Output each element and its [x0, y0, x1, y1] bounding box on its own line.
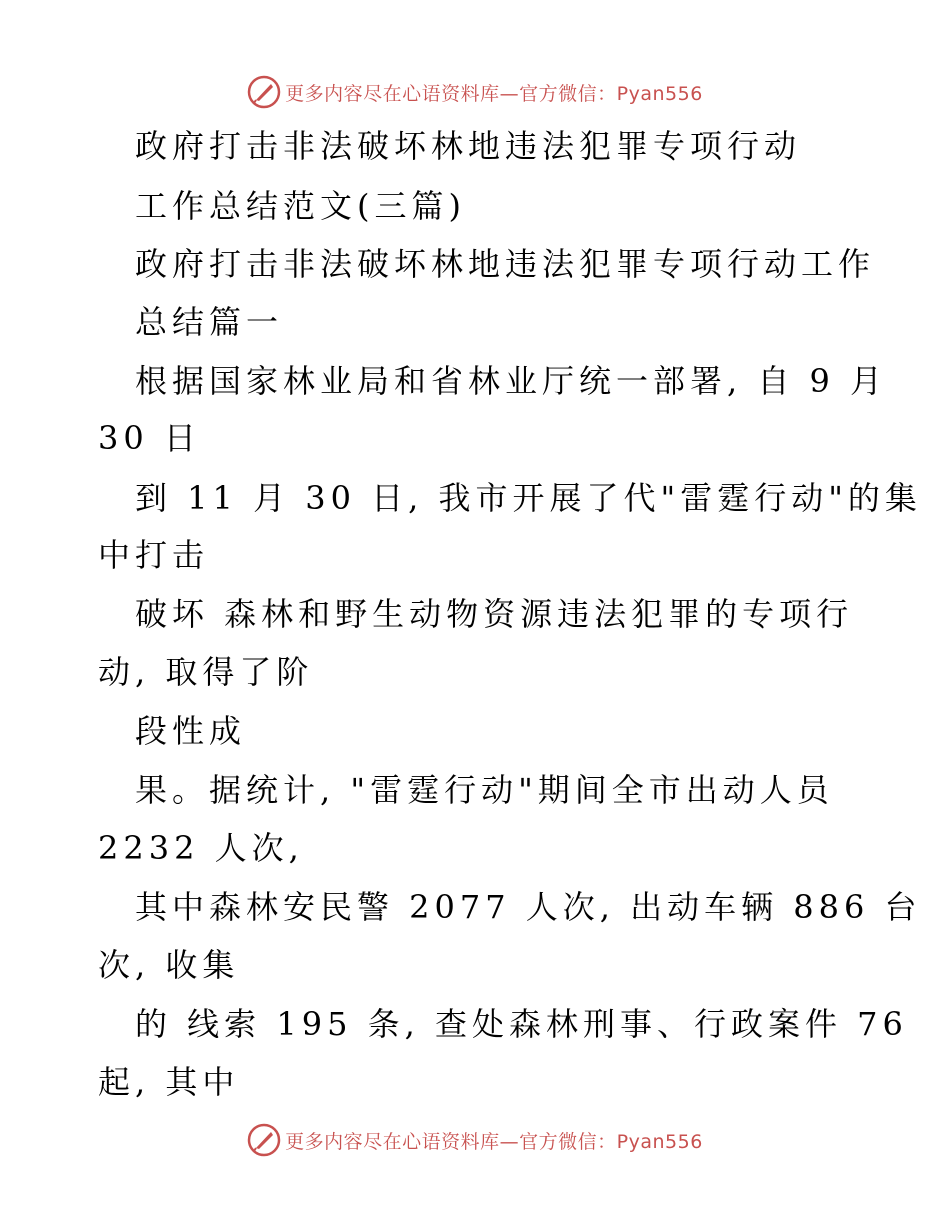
header-banner — [0, 72, 950, 112]
body-line: 起, 其中 — [98, 1063, 240, 1101]
body-line: 到 11 月 30 日, 我市开展了代"雷霆行动"的集 — [135, 479, 922, 517]
title-line-1: 政府打击非法破坏林地违法犯罪专项行动 — [135, 127, 802, 165]
body-line: 中打击 — [98, 536, 210, 574]
body-line: 其中森林安民警 2077 人次, 出动车辆 886 台 — [135, 888, 922, 926]
footer-banner — [0, 1120, 950, 1160]
title-line-2: 工作总结范文(三篇) — [135, 187, 466, 225]
body-line: 2232 人次, — [98, 829, 304, 867]
heading-line-1: 政府打击非法破坏林地违法犯罪专项行动工作 — [135, 245, 876, 283]
footer-text: 更多内容尽在心语资料库—官方微信：Pyan556 — [285, 1130, 703, 1153]
quill-logo-icon — [247, 1123, 281, 1157]
body-line: 30 日 — [98, 419, 201, 457]
body-line: 根据国家林业局和省林业厅统一部署, 自 9 月 — [135, 362, 888, 400]
body-line: 段性成 — [135, 712, 247, 750]
body-line: 的 线索 195 条, 查处森林刑事、行政案件 76 — [135, 1005, 908, 1043]
body-line: 破坏 森林和野生动物资源违法犯罪的专项行 — [135, 595, 854, 633]
body-line: 动, 取得了阶 — [98, 653, 314, 691]
quill-logo-icon — [247, 75, 281, 109]
body-line: 果。据统计, "雷霆行动"期间全市出动人员 — [135, 771, 834, 809]
heading-line-2: 总结篇一 — [135, 303, 284, 341]
body-line: 次, 收集 — [98, 946, 240, 984]
header-text: 更多内容尽在心语资料库—官方微信：Pyan556 — [285, 82, 703, 105]
